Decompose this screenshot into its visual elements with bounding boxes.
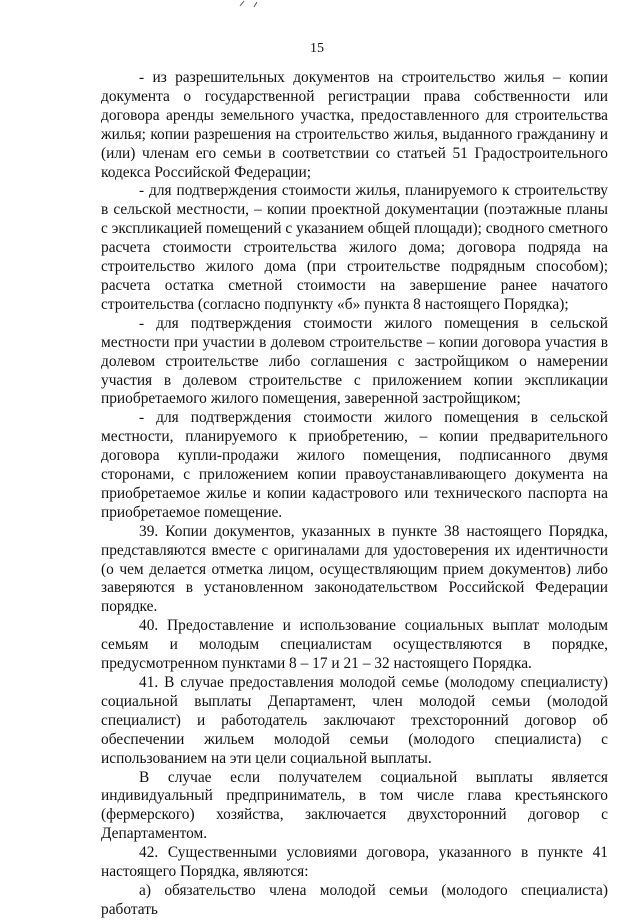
paragraph-permits: - из разрешительных документов на строительство жилья – копии документа о государственной регистрации права собственности или договора аренды земельного участка, предоставленного для строительства жилья; копии разрешения на строительство жилья, выданного гражданину и (или) членам его семьи в соответствии со статьей 51 Градостроительного кодекса Российской Федерации;	[101, 69, 608, 181]
paragraph-shared-construction-cost: - для подтверждения стоимости жилого помещения в сельской местности при участии в долевом строительстве – копии договора участия в долевом строительстве либо соглашения с застройщиком о намерении участия в долевом строительстве с приложением копии экспликации приобретаемого жилого помещения, заверенной застройщиком;	[101, 314, 608, 408]
paragraph-housing-construction-cost: - для подтверждения стоимости жилья, планируемого к строительству в сельской местности, – копии проектной документации (поэтажные планы с экспликацией помещений с указанием общей площади); сводного сметного расчета стоимости строительства жилого дома; договора подряда на строительство жилого дома (при строительстве подрядным способом); расчета остатка сметной стоимости на завершение ранее начатого строительства (согласно подпункту «б» пункта 8 настоящего Порядка);	[101, 182, 608, 313]
document-body	[101, 69, 608, 920]
paragraph-item-40: 40. Предоставление и использование социальных выплат молодым семьям и молодым специалистам осуществляются в порядке, предусмотренном пунктами 8 – 17 и 21 – 32 настоящего Порядка.	[101, 617, 608, 673]
paragraph-item-41: 41. В случае предоставления молодой семье (молодому специалисту) социальной выплаты Департамент, член молодой семьи (молодой специалист) и работодатель заключают трехсторонний договор об обеспечении жильем молодой семьи (молодого специалиста) с использованием на эти цели социальной выплаты.	[101, 674, 608, 767]
paragraph-item-41-entrepreneur: В случае если получателем социальной выплаты является индивидуальный предприниматель, в том числе глава крестьянского (фермерского) хозяйства, заключается двухсторонний договор с Департаментом.	[101, 768, 608, 843]
paragraph-item-42a: а) обязательство члена молодой семьи (молодого специалиста) работать	[101, 881, 608, 918]
paragraph-item-42: 42. Существенными условиями договора, указанного в пункте 41 настоящего Порядка, являются:	[101, 844, 608, 881]
paragraph-purchase-cost: - для подтверждения стоимости жилого помещения в сельской местности, планируемого к приобретению, – копии предварительного договора купли-продажи жилого помещения, подписанного двумя сторонами, с приложением копии правоустанавливающего документа на приобретаемое жилье и копии кадастрового или технического паспорта на приобретаемое помещение.	[101, 409, 608, 521]
paragraph-item-39: 39. Копии документов, указанных в пункте 38 настоящего Порядка, представляются вместе с оригиналами для удостоверения их идентичности (о чем делается отметка лицом, осуществляющим прием документов) либо заверяются в установленном законодательством Российской Федерации порядке.	[101, 522, 608, 616]
page-number: 15	[310, 41, 324, 56]
scan-artifact-mark	[238, 0, 278, 8]
